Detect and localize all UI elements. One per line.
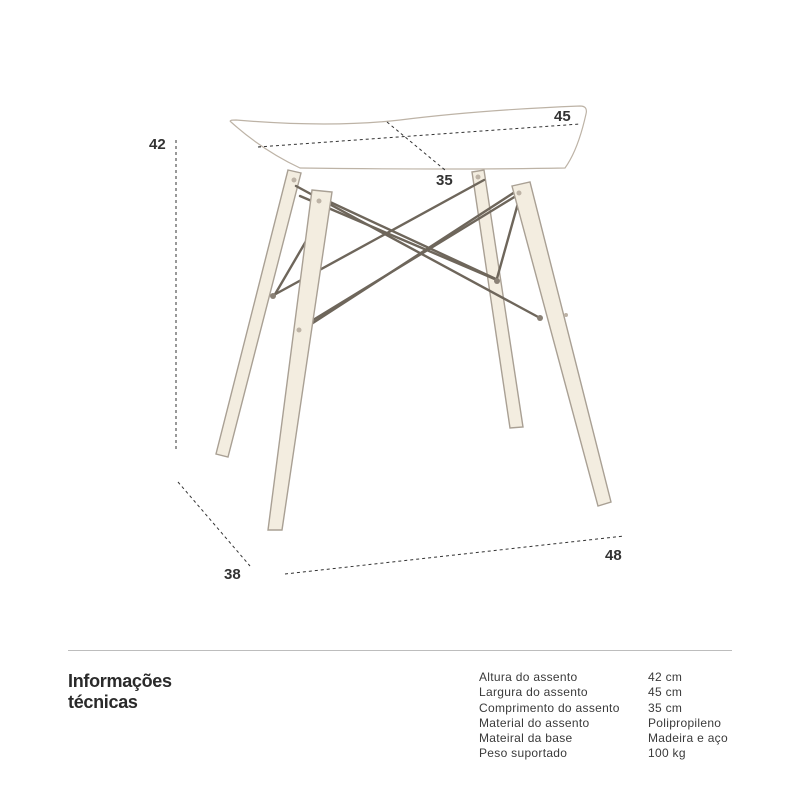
spec-row <box>479 716 769 731</box>
spec-value: 45 cm <box>648 685 683 700</box>
spec-label: Peso suportado <box>479 746 568 761</box>
seat-depth-label: 35 <box>436 172 453 189</box>
info-title <box>68 671 268 713</box>
front-right-leg <box>512 182 611 506</box>
spec-label: Comprimento do assento <box>479 700 620 715</box>
specs-table <box>479 670 769 762</box>
depth-dim-line <box>178 482 250 566</box>
seat-width-label: 45 <box>554 108 571 125</box>
spec-value: 100 kg <box>648 746 686 761</box>
spec-value: 42 cm <box>648 670 683 684</box>
section-divider <box>68 650 732 651</box>
spec-row <box>479 685 769 700</box>
spec-value: 35 cm <box>648 700 683 715</box>
base-depth-label: 38 <box>224 566 241 583</box>
info-title-line2: técnicas <box>68 692 138 712</box>
spec-value: Madeira e aço <box>648 731 728 746</box>
spec-row <box>479 746 769 761</box>
spec-label: Material do assento <box>479 715 590 730</box>
spec-label: Largura do assento <box>479 685 588 700</box>
spec-label: Altura do assento <box>479 670 578 684</box>
back-legs <box>216 170 523 457</box>
spec-row <box>479 670 769 685</box>
base-width-label: 48 <box>605 547 622 564</box>
width-dim-line <box>285 536 624 574</box>
height-label: 42 <box>149 136 166 153</box>
spec-row <box>479 701 769 716</box>
spec-label: Mateiral da base <box>479 731 573 746</box>
spec-value: Polipropileno <box>648 715 722 730</box>
seat <box>230 106 586 169</box>
front-legs <box>268 182 611 530</box>
spec-row <box>479 731 769 746</box>
info-title-line1: Informações <box>68 671 172 691</box>
